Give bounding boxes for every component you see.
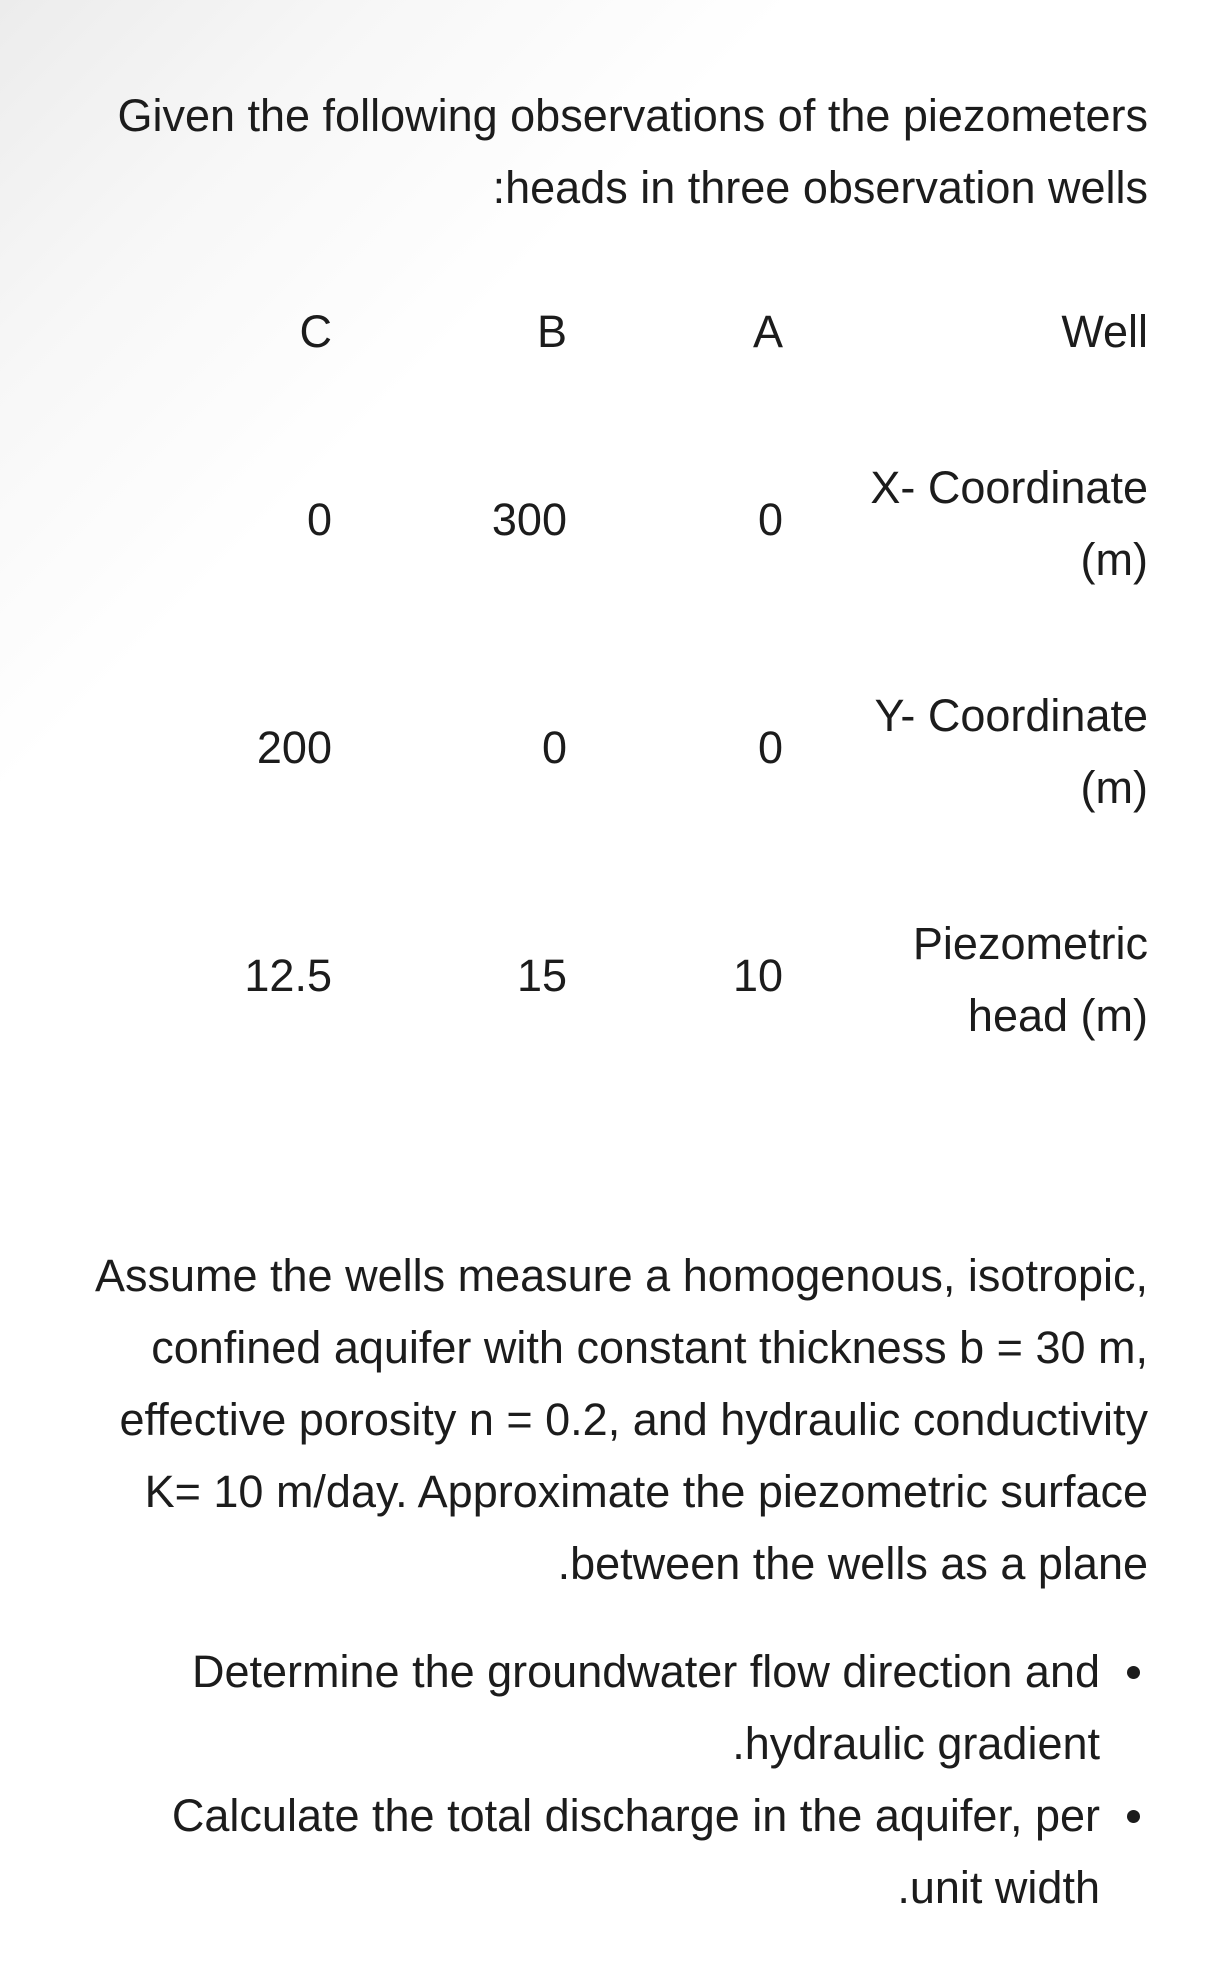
piezometric-head-label [913,908,1148,1052]
paragraph-line-2: confined aquifer with constant thickness b = 30 m, [151,1322,1148,1373]
y-coordinate-label-line-2: (m) [1080,762,1148,813]
piezometric-head-b: 15 [516,950,567,1001]
paragraph-line-3: effective porosity n = 0.2, and hydraulic conductivity [119,1394,1148,1445]
task-1-line-1: Determine the groundwater flow direction and [192,1646,1100,1697]
task-2-line-2: .unit width [897,1862,1100,1913]
piezometric-head-a: 10 [732,950,783,1001]
y-coordinate-a: 0 [757,722,783,773]
bullet-icon [1100,1636,1148,1708]
x-coordinate-b: 300 [491,494,567,545]
header-well-c: C [299,306,332,357]
y-coordinate-label [874,680,1148,824]
header-well-label: Well [1061,306,1148,357]
piezometric-head-label-line-2: head (m) [967,990,1148,1041]
header-well-b: B [536,306,567,357]
y-coordinate-c: 200 [256,722,332,773]
bullet-icon [1100,1780,1148,1852]
task-1-line-2: .hydraulic gradient [732,1718,1100,1769]
x-coordinate-label [870,452,1148,596]
y-coordinate-b: 0 [541,722,567,773]
paragraph-line-4: K= 10 m/day. Approximate the piezometric surface [144,1466,1148,1517]
paragraph-line-1: Assume the wells measure a homogenous, isotropic, [94,1250,1148,1301]
task-2-line-1: Calculate the total discharge in the aquifer, per [171,1790,1100,1841]
x-coordinate-label-line-1: X- Coordinate [870,462,1148,513]
heading-line-1: Given the following observations of the piezometers [117,90,1148,141]
assumptions-paragraph [18,1240,1148,1600]
x-coordinate-label-line-2: (m) [1080,534,1148,585]
list-item [18,1636,1148,1780]
header-well-a: A [752,306,783,357]
heading-line-2: :heads in three observation wells [492,162,1148,213]
piezometric-head-label-line-1: Piezometric [912,918,1148,969]
x-coordinate-c: 0 [306,494,332,545]
y-coordinate-label-line-1: Y- Coordinate [874,690,1148,741]
problem-heading [28,80,1148,224]
list-item [18,1780,1148,1924]
piezometric-head-c: 12.5 [244,950,332,1001]
x-coordinate-a: 0 [757,494,783,545]
paragraph-line-5: .between the wells as a plane [557,1538,1148,1589]
task-list [18,1636,1148,1924]
